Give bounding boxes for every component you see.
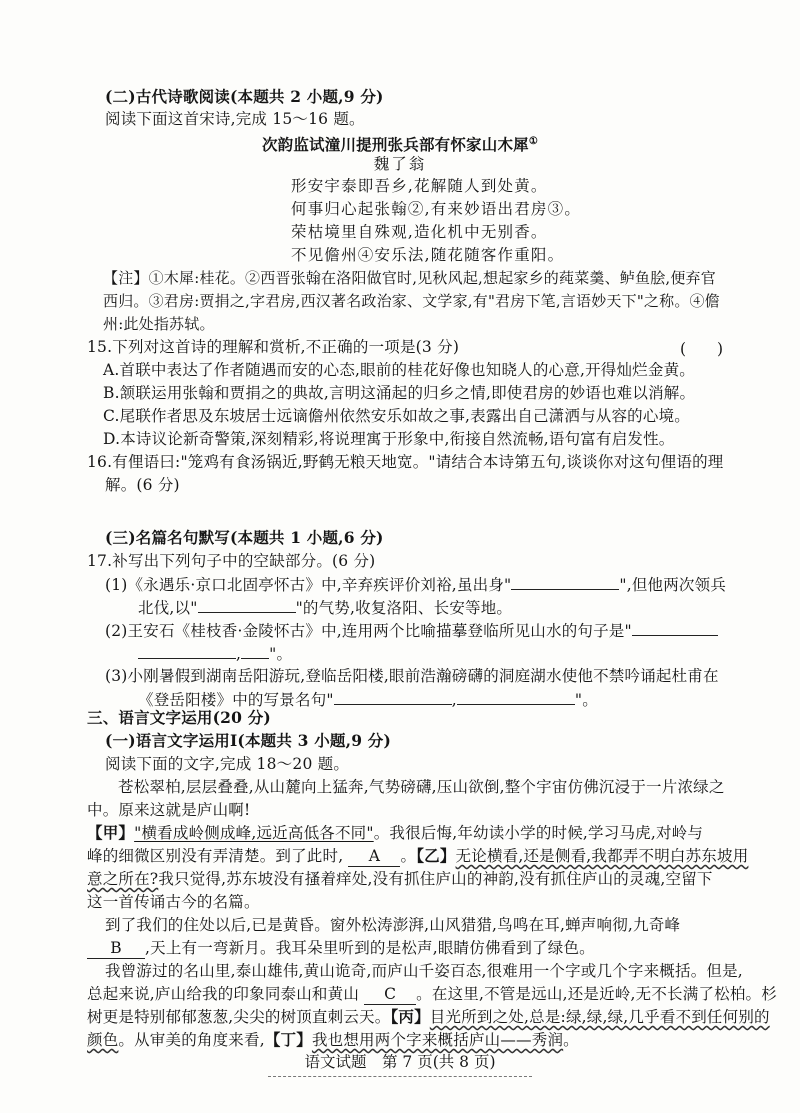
q17-2-blank-2[interactable]	[241, 643, 269, 659]
q17-1-text-a: (1)《永遇乐·京口北固亭怀古》中,辛弃疾评价刘裕,虽出身"	[105, 576, 512, 594]
marker-jia: 【甲】	[87, 823, 135, 842]
passage-p1-line-2: 中。原来这就是庐山啊!	[87, 801, 251, 819]
q17-2-blank-1[interactable]	[632, 620, 718, 636]
p2-line-2-mid: 。	[400, 847, 417, 865]
section-three-heading: (三)名篇名句默写(本题共 1 小题,6 分)	[105, 528, 384, 547]
q17-1-text-c: 北伐,以"	[138, 599, 198, 617]
blank-a[interactable]: A	[348, 846, 400, 867]
passage-p2-line-2	[87, 846, 748, 867]
passage-p4-line-1: 我曾游过的名山里,泰山雄伟,黄山诡奇,而庐山千姿百态,很难用一个字或几个字来概括。但是,	[105, 962, 743, 980]
poem-author: 魏了翁	[373, 155, 427, 173]
sentence-yi: 无论横看,还是侧看,我都弄不明白苏东坡用	[455, 847, 749, 865]
note-line-3: 州:此处指苏轼。	[103, 315, 215, 333]
q17-item-3-line-2	[138, 689, 598, 710]
sentence-yi-cont: 意之所在?	[87, 870, 159, 888]
q17-1-text-d: "的气势,收复洛阳、长安等地。	[295, 599, 513, 617]
q17-1-blank-2[interactable]	[198, 597, 296, 613]
p4-line-3-text: 树更是特别郁郁葱葱,尖尖的树顶直刺云天。	[87, 1008, 391, 1026]
page-footer: 语文试题 第 7 页(共 8 页)	[304, 1053, 496, 1071]
q17-1-text-b: ",但他两次领兵	[619, 576, 727, 594]
poem-title-text: 次韵监试潼川提刑张兵部有怀家山木犀	[261, 135, 529, 155]
q17-item-1-line-1	[105, 574, 726, 595]
p4-line-4-mid: 。从审美的角度来看,	[118, 1031, 265, 1049]
q16-line-2: 解。(6 分)	[105, 476, 180, 494]
q15-option-c: C.尾联作者思及东坡居士远谪儋州依然安乐如故之事,表露出自己潇洒与从容的心境。	[103, 407, 690, 425]
p4-line-4-end: 。	[563, 1031, 579, 1049]
part-three-sub-heading: (一)语言文字运用Ⅰ(本题共 3 小题,9 分)	[105, 731, 392, 750]
q17-3-blank-2[interactable]	[457, 689, 575, 705]
p2-line-2-text: 峰的细微区别没有弄清楚。到了此时,	[87, 847, 344, 865]
passage-p3-line-1: 到了我们的住处以后,已是黄昏。窗外松涛澎湃,山风猎猎,鸟鸣在耳,蝉声响彻,九奇峰	[105, 916, 681, 934]
q17-3-blank-1[interactable]	[334, 689, 452, 705]
poem-line-4: 不见儋州④安乐法,随花随客作重阳。	[291, 246, 565, 264]
passage-p1-line-1: 苍松翠柏,层层叠叠,从山麓向上猛奔,气势磅礴,压山欲倒,整个宇宙仿佛沉浸于一片浓绿之	[118, 778, 725, 796]
q15-answer-paren: ( )	[680, 340, 724, 358]
passage-p4-line-3	[87, 1007, 770, 1027]
poem-line-2: 何事归心起张翰②,有来妙语出君房③。	[291, 200, 582, 218]
sentence-bing-cont: 颜色	[87, 1031, 119, 1049]
q15-option-a: A.首联中表达了作者随遇而安的心态,眼前的桂花好像也知晓人的心意,开得灿烂金黄。	[103, 361, 695, 379]
section-two-intro: 阅读下面这首宋诗,完成 15～16 题。	[105, 110, 365, 128]
note-line-1: 【注】①木犀:桂花。②西晋张翰在洛阳做官时,见秋风起,想起家乡的莼菜羹、鲈鱼脍,便弃官	[103, 269, 716, 287]
q17-3-text-b: 《登岳阳楼》中的写景名句"	[138, 691, 334, 709]
q17-stem: 17.补写出下列句子中的空缺部分。(6 分)	[87, 552, 376, 570]
blank-c[interactable]: C	[364, 984, 416, 1005]
q17-3-text-c: ,	[451, 691, 457, 709]
q17-1-blank-1[interactable]	[511, 574, 619, 590]
note-line-2: 西归。③君房:贾捐之,字君房,西汉著名政治家、文学家,有"君房下笔,言语妙天下"之称。④儋	[103, 292, 720, 310]
poem-title	[0, 132, 800, 155]
p2-line-3-rest: 我只觉得,苏东坡没有搔着痒处,没有抓住庐山的神韵,没有抓住庐山的灵魂,空留下	[158, 870, 713, 888]
q17-item-2-line-1	[105, 620, 718, 641]
part-three-heading: 三、语言文字运用(20 分)	[87, 708, 271, 727]
poem-title-note: ①	[528, 136, 539, 147]
marker-bing: 【丙】	[390, 1007, 430, 1026]
passage-p4-line-2	[87, 984, 777, 1005]
footer-divider	[268, 1076, 532, 1077]
q17-2-blank-1-cont[interactable]	[138, 643, 236, 659]
passage-p4-line-4	[87, 1030, 579, 1050]
section-two-heading: (二)古代诗歌阅读(本题共 2 小题,9 分)	[105, 87, 384, 106]
q15-option-b: B.颔联运用张翰和贾捐之的典故,言明这涌起的归乡之情,即使君房的妙语也难以消解。	[103, 384, 696, 402]
sentence-bing: 目光所到之处,总是:绿,绿,绿,几乎看不到任何别的	[429, 1008, 770, 1026]
p3-line-2-rest: ,天上有一弯新月。我耳朵里听到的是松声,眼睛仿佛看到了绿色。	[145, 939, 595, 957]
q17-2-text-a: (2)王安石《桂枝香·金陵怀古》中,连用两个比喻描摹登临所见山水的句子是"	[105, 622, 632, 640]
q15-option-d: D.本诗议论新奇警策,深刻精彩,将说理寓于形象中,衔接自然流畅,语句富有启发性。	[103, 430, 675, 448]
q15-stem: 15.下列对这首诗的理解和赏析,不正确的一项是(3 分)	[87, 338, 460, 356]
passage-p2-line-3	[87, 869, 713, 889]
p2-line-1-rest: 。我很后悔,年幼读小学的时候,学习马虎,对岭与	[373, 824, 704, 842]
marker-ding: 【丁】	[264, 1030, 312, 1049]
sentence-ding: 我也想用两个字来概括庐山——秀润	[311, 1031, 564, 1049]
sentence-jia: "横看成岭侧成峰,远近高低各不同"	[134, 824, 374, 842]
q17-3-text-d: "。	[574, 691, 598, 709]
blank-b[interactable]: B	[87, 938, 145, 959]
p4-line-2-text-a: 总起来说,庐山给我的印象同泰山和黄山	[87, 985, 360, 1003]
p4-line-2-text-b: 。在这里,不管是远山,还是近岭,无不长满了松柏。杉	[416, 985, 777, 1003]
q17-2-text-b: ,	[236, 645, 242, 663]
passage-p2-line-1	[87, 823, 703, 843]
q17-item-2-line-2	[138, 643, 292, 664]
poem-line-1: 形安宇泰即吾乡,花解随人到处黄。	[291, 177, 548, 195]
q17-2-text-c: "。	[269, 645, 293, 663]
passage-p2-line-4: 这一首传诵古今的名篇。	[87, 893, 260, 911]
part-three-intro: 阅读下面的文字,完成 18～20 题。	[105, 755, 350, 773]
q17-item-3-line-1: (3)小刚暑假到湖南岳阳游玩,登临岳阳楼,眼前浩瀚磅礴的洞庭湖水使他不禁吟诵起杜甫在	[105, 667, 719, 685]
passage-p3-line-2	[87, 938, 595, 959]
poem-line-3: 荣枯境里自殊观,造化机中无别香。	[291, 223, 548, 241]
q17-item-1-line-2	[138, 597, 512, 618]
marker-yi: 【乙】	[416, 846, 456, 865]
q16-line-1: 16.有俚语曰:"笼鸡有食汤锅近,野鹤无粮天地宽。"请结合本诗第五句,谈谈你对这句俚语的理	[87, 453, 724, 471]
